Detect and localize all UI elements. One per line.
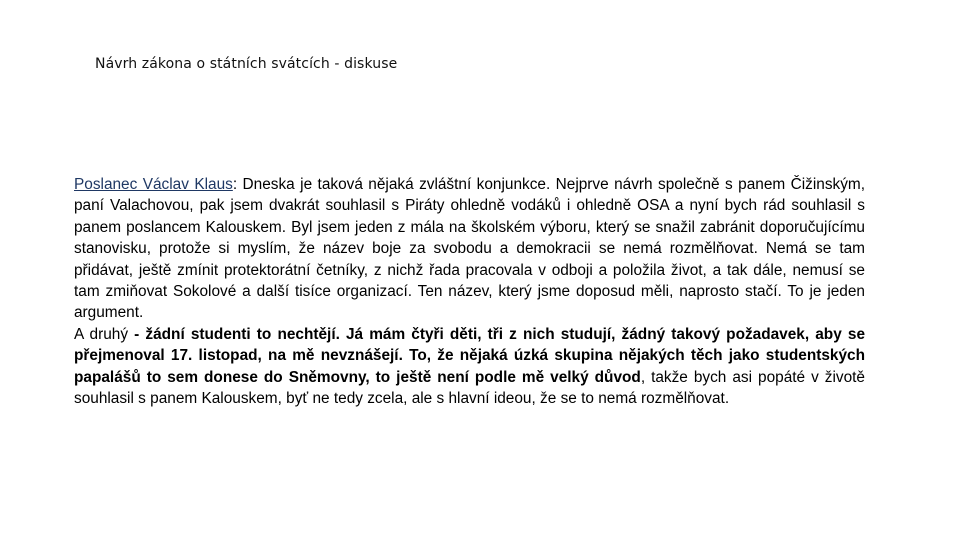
slide-title: Návrh zákona o státních svátcích - diskuse (95, 56, 398, 72)
speaker-name-link[interactable]: Poslanec Václav Klaus (74, 176, 233, 193)
paragraph-2-bold-text: - žádní studenti to nechtějí. Já mám čtyři děti, tři z nich studují, žádný takový požadavek, aby se přejmenoval 17. listopad, na mě nevznášejí. To, že nějaká úzká skupina nějakých těch jako studentských papalášů to sem donese do Sněmovny, to ještě není podle mě velký důvod (74, 325, 866, 386)
paragraph-2 (74, 324, 865, 410)
paragraph-2-start: A druhý (74, 325, 135, 343)
paragraph-1-text: Dneska je taková nějaká zvláštní konjunkce. Nejprve návrh společně s panem Čižinským, paní Valachovou, pak jsem dvakrát souhlasil s Piráty ohledně vodáků i ohledně OSA a nyní bych rád souhlasil s panem poslancem Kalouskem. Byl jsem jeden z mála na školském výboru, který se snažil zabránit doporučujícímu stanovisku, protože si myslím, že název boje za svobodu a demokracii se nemá rozmělňovat. Nemá se tam přidávat, ještě zmínit protektorátní četníky, z nichž řada pracovala v odboji a položila život, a tak dále, nemusí se tam zmiňovat Sokolové a další tisíce organizací. Ten název, který jsme doposud měli, naprosto stačí. To je jeden argument. (74, 176, 866, 322)
paragraph-2-end: , takže bych asi popáté v životě souhlasil s panem Kalouskem, byť ne tedy zcela, ale s hlavní ideou, že se to nemá rozmělňovat. (74, 368, 865, 408)
speech-content (74, 174, 865, 409)
paragraph-1 (74, 174, 865, 324)
speaker-colon: : (232, 176, 243, 193)
